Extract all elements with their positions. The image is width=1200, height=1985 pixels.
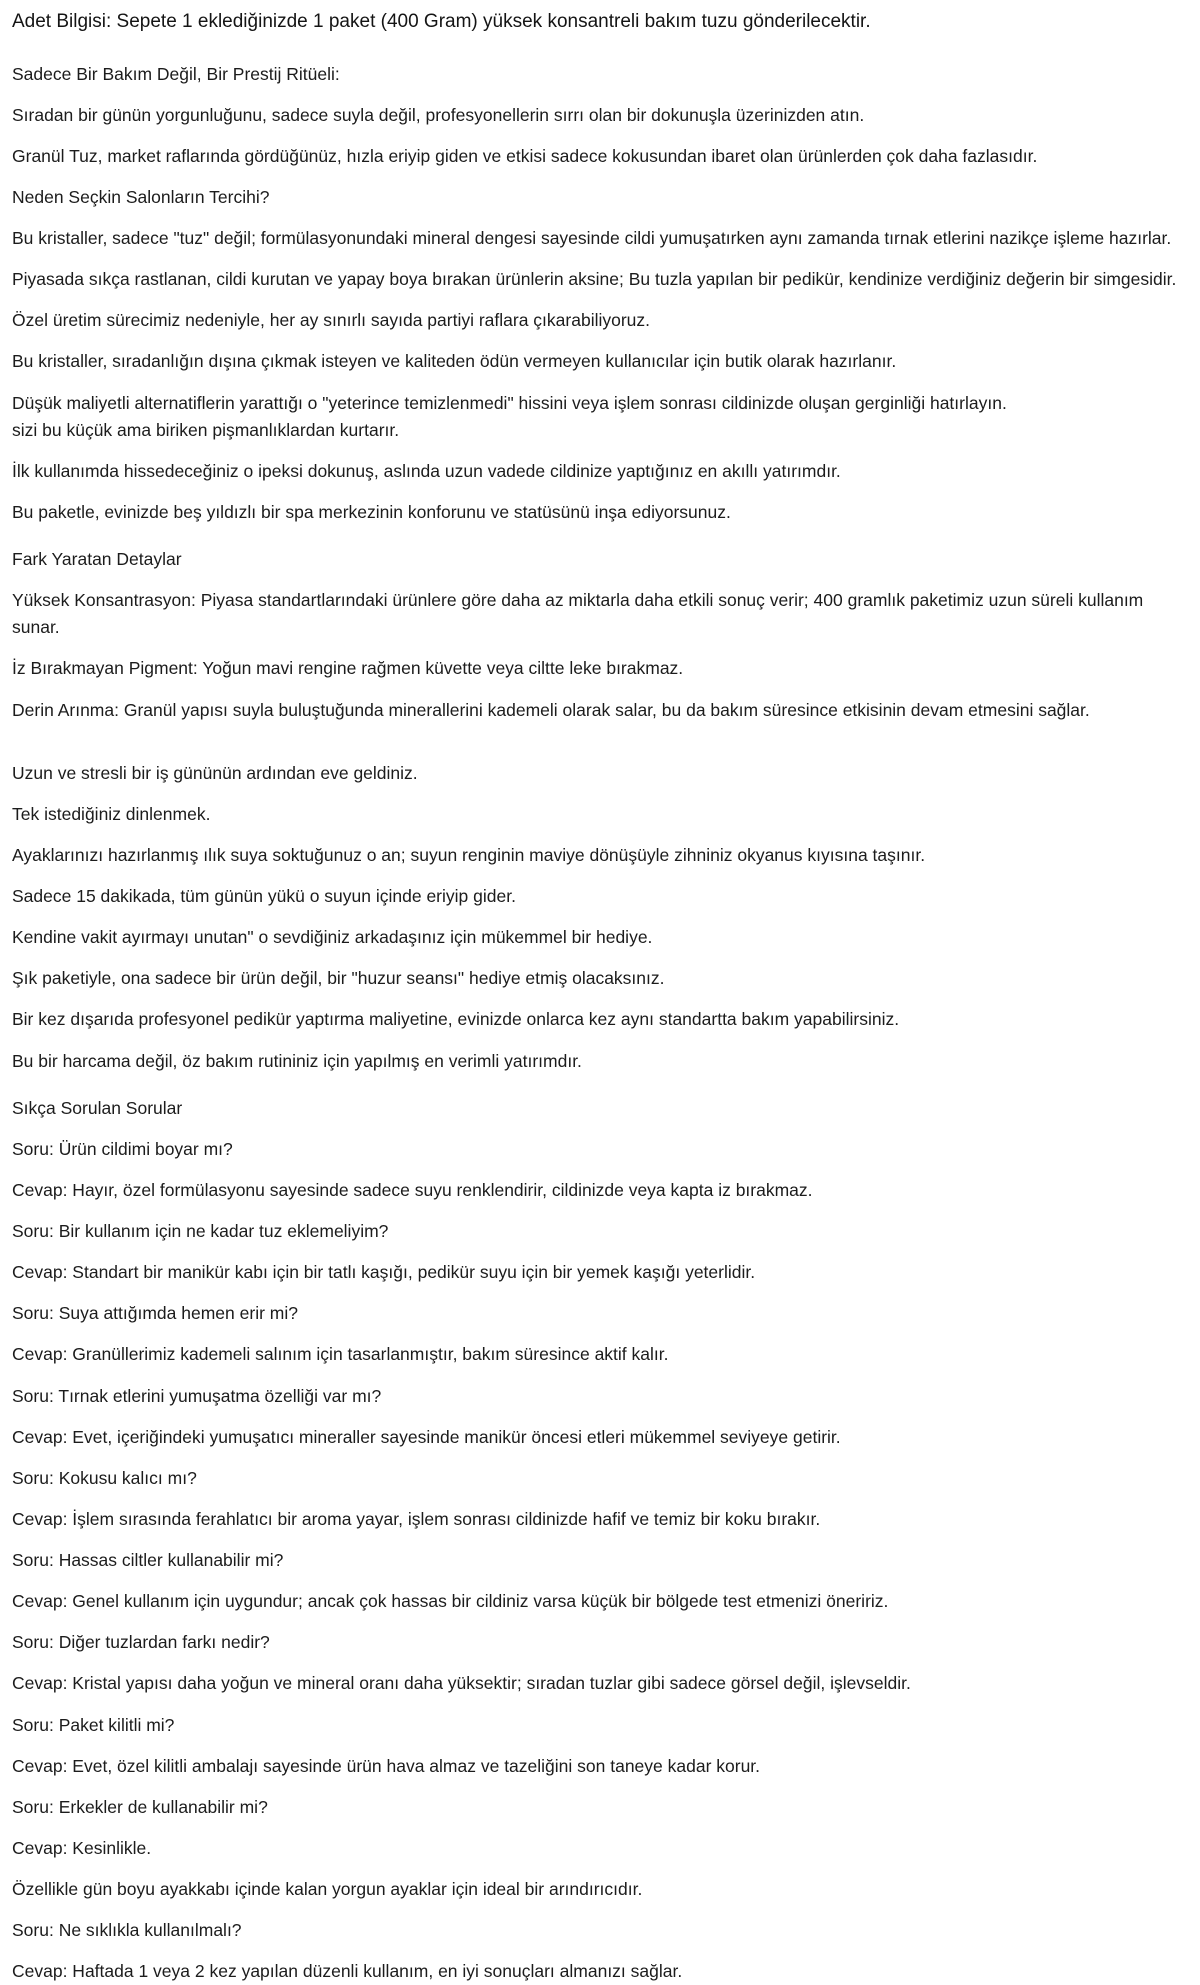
- ritual-heading: Sadece Bir Bakım Değil, Bir Prestij Ritüeli:: [12, 63, 340, 84]
- why-paragraph-5: Düşük maliyetli alternatiflerin yarattığı o "yeterince temizlenmedi" hissini veya işlem sonrası cildinizde oluşan gerginliği hatırlayın.: [12, 392, 1007, 413]
- why-paragraph-6: sizi bu küçük ama biriken pişmanlıklardan kurtarır.: [12, 419, 400, 440]
- faq-question: Soru: Bir kullanım için ne kadar tuz eklemeliyim?: [12, 1221, 389, 1241]
- quantity-info-line: Adet Bilgisi: Sepete 1 eklediğinizde 1 paket (400 Gram) yüksek konsantreli bakım tuzu gönderilecektir.: [12, 11, 871, 32]
- faq-question: Soru: Paket kilitli mi?: [12, 1714, 175, 1735]
- faq-question: Soru: Ne sıklıkla kullanılmalı?: [12, 1920, 242, 1941]
- faq-answer: Cevap: Genel kullanım için uygundur; ancak çok hassas bir cildiniz varsa küçük bir bölgede test etmenizi öneririz.: [12, 1591, 889, 1612]
- faq-answer: Cevap: İşlem sırasında ferahlatıcı bir aroma yayar, işlem sonrası cildinizde hafif ve temiz bir koku bırakır.: [12, 1508, 821, 1529]
- lead-section: [0, 8, 1200, 37]
- intro-paragraph-1: Sıradan bir günün yorgunluğunu, sadece suyla değil, profesyonellerin sırrı olan bir dokunuşla üzerinizden atın.: [12, 104, 865, 125]
- details-heading: Fark Yaratan Detaylar: [12, 549, 182, 569]
- why-paragraph-8: Bu paketle, evinizde beş yıldızlı bir spa merkezinin konforunu ve statüsünü inşa ediyorsunuz.: [12, 501, 731, 522]
- faq-answer: Cevap: Kristal yapısı daha yoğun ve mineral oranı daha yüksektir; sıradan tuzlar gibi sadece görsel değil, işlevseldir.: [12, 1673, 911, 1694]
- story-paragraph-1: Uzun ve stresli bir iş gününün ardından eve geldiniz.: [12, 762, 418, 783]
- faq-heading: Sıkça Sorulan Sorular: [12, 1097, 183, 1118]
- story-paragraph-3: Ayaklarınızı hazırlanmış ılık suya soktuğunuz o an; suyun renginin maviye dönüşüyle zihniniz okyanus kıyısına taşınır.: [12, 844, 926, 865]
- story-paragraph-7: Bir kez dışarıda profesyonel pedikür yaptırma maliyetine, evinizde onlarca kez aynı standartta bakım yapabilirsiniz.: [12, 1009, 900, 1030]
- faq-question: Soru: Ürün cildimi boyar mı?: [12, 1138, 233, 1159]
- faq-answer: Cevap: Evet, özel kilitli ambalajı sayesinde ürün hava almaz ve tazeliğini son taneye kadar korur.: [12, 1755, 761, 1776]
- story-paragraph-5: Kendine vakit ayırmayı unutan" o sevdiğiniz arkadaşınız için mükemmel bir hediye.: [12, 927, 653, 948]
- why-section: [0, 184, 1200, 526]
- faq-question: Soru: Hassas ciltler kullanabilir mi?: [12, 1550, 284, 1570]
- faq-question: Soru: Tırnak etlerini yumuşatma özelliği var mı?: [12, 1385, 382, 1406]
- faq-answer: Cevap: Standart bir manikür kabı için bir tatlı kaşığı, pedikür suyu için bir yemek kaşığı yeterlidir.: [12, 1262, 756, 1283]
- faq-question: Soru: Suya attığımda hemen erir mi?: [12, 1303, 298, 1324]
- why-paragraph-3: Özel üretim sürecimiz nedeniyle, her ay sınırlı sayıda partiyi raflara çıkarabiliyoruz.: [12, 310, 651, 331]
- details-item-2: İz Bırakmayan Pigment: Yoğun mavi rengine rağmen küvette veya ciltte leke bırakmaz.: [12, 658, 684, 679]
- faq-question: Soru: Kokusu kalıcı mı?: [12, 1467, 197, 1488]
- faq-answer: Cevap: Haftada 1 veya 2 kez yapılan düzenli kullanım, en iyi sonuçları almanızı sağlar.: [12, 1961, 683, 1982]
- intro-paragraph-2: Granül Tuz, market raflarında gördüğünüz, hızla eriyip giden ve etkisi sadece kokusundan ibaret olan ürünlerden çok daha fazlasıdır.: [12, 145, 1038, 166]
- faq-answer: Cevap: Granüllerimiz kademeli salınım için tasarlanmıştır, bakım süresince aktif kalır.: [12, 1344, 669, 1365]
- why-paragraph-4: Bu kristaller, sıradanlığın dışına çıkmak isteyen ve kaliteden ödün vermeyen kullanıcılar için butik olarak hazırlanır.: [12, 351, 897, 372]
- details-section: [0, 546, 1200, 724]
- why-heading: Neden Seçkin Salonların Tercihi?: [12, 186, 270, 207]
- faq-answer: Cevap: Kesinlikle.: [12, 1837, 152, 1858]
- closing-note: Özellikle gün boyu ayakkabı içinde kalan yorgun ayaklar için ideal bir arındırıcıdır.: [12, 1879, 643, 1899]
- story-paragraph-2: Tek istediğiniz dinlenmek.: [12, 803, 211, 824]
- story-paragraph-8: Bu bir harcama değil, öz bakım rutininiz için yapılmış en verimli yatırımdır.: [12, 1050, 582, 1071]
- details-item-1: Yüksek Konsantrasyon: Piyasa standartlarındaki ürünlere göre daha az miktarla daha etkili sonuç verir; 400 gramlık paketimiz uzun süreli kullanım sunar.: [12, 590, 1144, 638]
- why-paragraph-1: Bu kristaller, sadece "tuz" değil; formülasyonundaki mineral dengesi sayesinde cildi yumuşatırken aynı zamanda tırnak etlerini nazikçe işleme hazırlar.: [12, 228, 1172, 248]
- details-item-3: Derin Arınma: Granül yapısı suyla buluştuğunda minerallerini kademeli olarak salar, bu da bakım süresince etkisinin devam etmesini sağlar.: [12, 699, 1090, 720]
- faq-answer: Cevap: Hayır, özel formülasyonu sayesinde sadece suyu renklendirir, cildinizde veya kapta iz bırakmaz.: [12, 1179, 813, 1200]
- why-paragraph-2: Piyasada sıkça rastlanan, cildi kurutan ve yapay boya bırakan ürünlerin aksine; Bu tuzla yapılan bir pedikür, kendinize verdiğiniz değerin bir simgesidir.: [12, 269, 1177, 290]
- story-paragraph-6: Şık paketiyle, ona sadece bir ürün değil, bir "huzur seansı" hediye etmiş olacaksınız.: [12, 968, 665, 989]
- faq-question: Soru: Diğer tuzlardan farkı nedir?: [12, 1632, 270, 1653]
- story-paragraph-4: Sadece 15 dakikada, tüm günün yükü o suyun içinde eriyip gider.: [12, 886, 516, 906]
- faq-section: [0, 1095, 1200, 1985]
- faq-answer: Cevap: Evet, içeriğindeki yumuşatıcı mineraller sayesinde manikür öncesi etleri mükemmel seviyeye getirir.: [12, 1426, 841, 1447]
- story-section: [0, 760, 1200, 1075]
- faq-question: Soru: Erkekler de kullanabilir mi?: [12, 1796, 268, 1817]
- why-paragraph-7: İlk kullanımda hissedeceğiniz o ipeksi dokunuş, aslında uzun vadede cildinize yaptığınız en akıllı yatırımdır.: [12, 460, 841, 481]
- ritual-section: [0, 61, 1200, 170]
